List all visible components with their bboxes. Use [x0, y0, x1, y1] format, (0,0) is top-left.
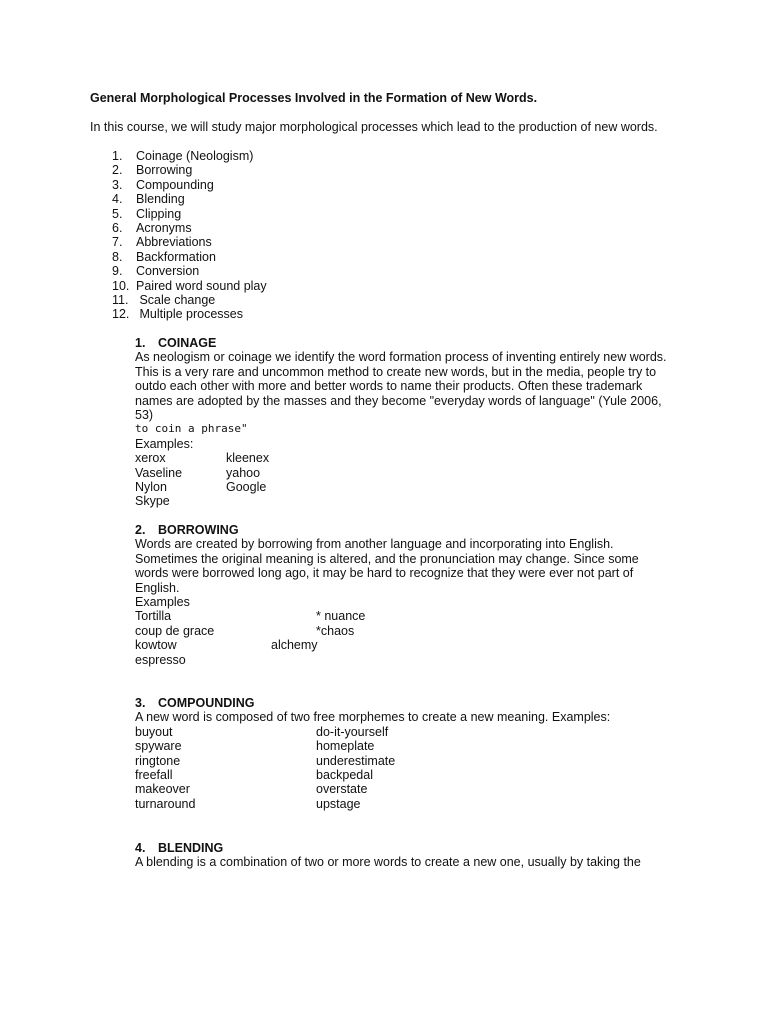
- section-heading: [135, 523, 639, 537]
- example-word: homeplate: [316, 739, 375, 754]
- example-word: alchemy: [271, 638, 318, 653]
- section-coinage: [135, 336, 667, 509]
- paragraph-line: Sometimes the original meaning is altered, and the pronunciation may change. Since some: [135, 551, 639, 566]
- examples-label: Examples: [135, 594, 190, 609]
- list-item-number: 10.: [112, 278, 130, 293]
- list-item-label: Conversion: [136, 264, 200, 279]
- example-word: do-it-yourself: [316, 724, 389, 739]
- example-row: [135, 754, 610, 768]
- example-row: [135, 451, 667, 465]
- list-item: [112, 178, 267, 192]
- list-item-number: 6.: [112, 220, 123, 235]
- section-number: 3.: [135, 696, 146, 710]
- list-item-number: 11.: [112, 292, 129, 307]
- example-row: [135, 797, 610, 811]
- list-item: [112, 293, 267, 307]
- list-item: [112, 149, 267, 163]
- list-item-number: 12.: [112, 307, 130, 322]
- list-item: [112, 207, 267, 221]
- example-word: backpedal: [316, 767, 373, 782]
- list-item-number: 8.: [112, 249, 123, 264]
- example-row: [135, 782, 610, 796]
- example-row: [135, 494, 667, 508]
- example-row: [135, 480, 667, 494]
- list-item-label: Clipping: [136, 206, 182, 221]
- paragraph-line: A new word is composed of two free morphemes to create a new meaning. Examples:: [135, 710, 611, 725]
- list-item: [112, 163, 267, 177]
- example-word: *chaos: [316, 623, 355, 638]
- examples-label: Examples:: [135, 436, 194, 451]
- list-item-number: 5.: [112, 206, 123, 221]
- example-word: * nuance: [316, 609, 366, 624]
- example-word: yahoo: [226, 465, 261, 480]
- list-item-label: Coinage (Neologism): [136, 149, 254, 163]
- list-item: [112, 250, 267, 264]
- example-row: [135, 739, 610, 753]
- example-row: [135, 638, 639, 652]
- example-word: overstate: [316, 782, 368, 797]
- example-word: Nylon: [135, 479, 167, 494]
- process-outline-list: [112, 149, 267, 322]
- section-title: COMPOUNDING: [158, 696, 255, 710]
- list-item-label: Multiple processes: [136, 307, 243, 322]
- list-item-number: 9.: [112, 264, 123, 279]
- list-item-label: Blending: [136, 192, 185, 207]
- list-item: [112, 221, 267, 235]
- list-item-label: Backformation: [136, 249, 216, 264]
- paragraph-line: Words are created by borrowing from another language and incorporating into English.: [135, 537, 614, 552]
- paragraph-line: words were borrowed long ago, it may be hard to recognize that they were ever not part of: [135, 566, 634, 581]
- example-word: kowtow: [135, 638, 177, 653]
- section-heading: [135, 841, 641, 855]
- example-word: makeover: [135, 782, 190, 797]
- section-number: 4.: [135, 841, 146, 855]
- paragraph-line: This is a very rare and uncommon method to create new words, but in the media, people try to: [135, 364, 657, 379]
- paragraph-line: names are adopted by the masses and they become "everyday words of language" (Yule 2006,: [135, 393, 662, 408]
- example-word: Vaseline: [135, 465, 183, 480]
- section-blending: [135, 841, 641, 870]
- example-word: underestimate: [316, 753, 396, 768]
- coin-phrase-line: to coin a phrase": [135, 422, 248, 436]
- intro-paragraph: In this course, we will study major morphological processes which lead to the production of new words.: [90, 120, 658, 134]
- list-item-label: Compounding: [136, 177, 214, 192]
- list-item-number: 3.: [112, 177, 123, 192]
- list-item: [112, 264, 267, 278]
- example-word: turnaround: [135, 796, 196, 811]
- section-heading: [135, 336, 667, 350]
- paragraph-line: A blending is a combination of two or more words to create a new one, usually by taking the: [135, 855, 641, 870]
- paragraph-line: As neologism or coinage we identify the word formation process of inventing entirely new words.: [135, 350, 667, 365]
- example-row: [135, 624, 639, 638]
- list-item-number: 1.: [112, 149, 123, 163]
- example-row: [135, 609, 639, 623]
- list-item-number: 2.: [112, 163, 123, 178]
- list-item-label: Scale change: [136, 292, 216, 307]
- list-item: [112, 192, 267, 206]
- list-item-label: Borrowing: [136, 163, 193, 178]
- section-title: BLENDING: [158, 841, 224, 855]
- example-word: freefall: [135, 767, 173, 782]
- example-word: ringtone: [135, 753, 181, 768]
- example-word: kleenex: [226, 451, 270, 466]
- example-row: [135, 725, 610, 739]
- example-word: Skype: [135, 494, 170, 509]
- list-item-label: Acronyms: [136, 220, 192, 235]
- section-borrowing: [135, 523, 639, 667]
- list-item-label: Abbreviations: [136, 235, 212, 250]
- example-word: buyout: [135, 724, 173, 739]
- page-title: General Morphological Processes Involved in the Formation of New Words.: [90, 91, 538, 105]
- paragraph-line: outdo each other with more and better words to name their products. Often these trademark: [135, 379, 643, 394]
- list-item-number: 4.: [112, 192, 123, 207]
- section-heading: [135, 696, 610, 710]
- section-title: BORROWING: [158, 523, 239, 537]
- example-row: [135, 466, 667, 480]
- example-word: upstage: [316, 796, 361, 811]
- section-number: 2.: [135, 523, 146, 537]
- example-word: spyware: [135, 739, 182, 754]
- example-word: Google: [226, 479, 267, 494]
- list-item: [112, 307, 267, 321]
- list-item: [112, 279, 267, 293]
- list-item: [112, 235, 267, 249]
- example-word: coup de grace: [135, 623, 215, 638]
- example-row: [135, 653, 639, 667]
- section-number: 1.: [135, 336, 146, 350]
- section-title: COINAGE: [158, 336, 217, 350]
- example-word: espresso: [135, 652, 186, 667]
- paragraph-line: 53): [135, 407, 154, 422]
- example-word: xerox: [135, 451, 166, 466]
- section-compounding: [135, 696, 610, 811]
- paragraph-line: English.: [135, 580, 180, 595]
- list-item-number: 7.: [112, 235, 123, 250]
- list-item-label: Paired word sound play: [136, 278, 267, 293]
- example-word: Tortilla: [135, 609, 172, 624]
- example-row: [135, 768, 610, 782]
